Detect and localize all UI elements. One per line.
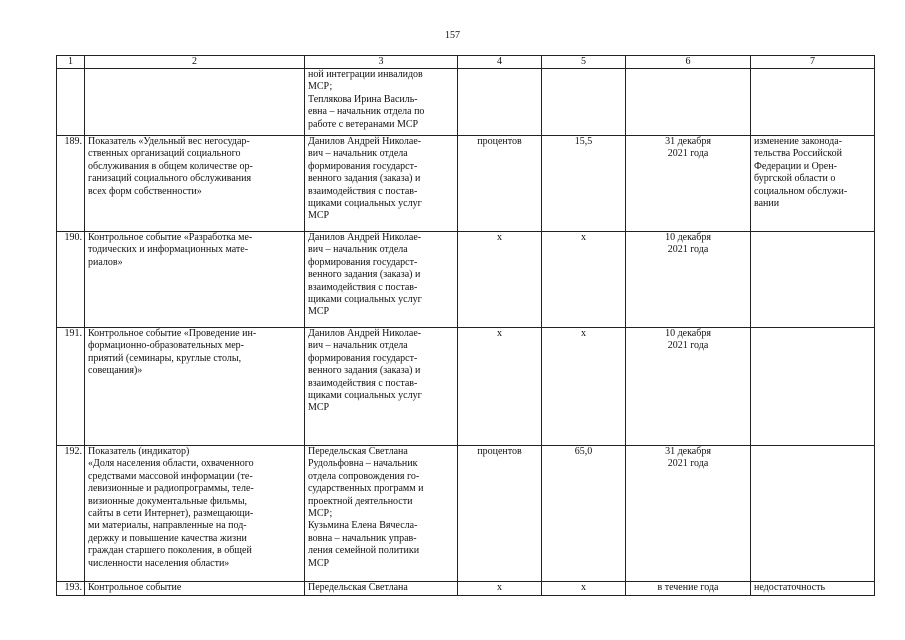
target-value: 15,5 [542,136,626,232]
note-text [751,328,875,446]
table-row [57,446,875,582]
responsible-text [305,328,458,446]
responsible-text-line: МСР [308,402,330,414]
responsible-text-line: МСР [308,210,330,222]
responsible-text-line: МСР [308,306,330,318]
table-row [57,136,875,232]
unit-value: процентов [458,446,542,582]
note-text-line: вании [754,198,780,210]
table-row [57,328,875,446]
target-value [542,69,626,136]
note-text-line: бургской области о [754,173,836,185]
deadline-text-line: 31 декабря [665,446,711,457]
unit-value: х [458,582,542,596]
responsible-text-line: Передельская Светлана [308,582,408,593]
responsible-text [305,232,458,328]
responsible-text-line: вич – начальник отдела [308,148,408,160]
table-row [57,232,875,328]
responsible-text-line: работе с ветеранами МСР [308,118,419,130]
responsible-text-line: венного задания (заказа) и [308,269,421,281]
indicator-text-line: левизионные и радиопрограммы, теле- [88,483,254,495]
indicator-text-line: граждан старшего поколения, в общей [88,545,252,557]
deadline-text-line: 31 декабря [665,136,711,147]
unit-value: процентов [458,136,542,232]
header-col-6: 6 [626,56,751,69]
indicator-text-line: численности населения области» [88,557,230,569]
header-col-1: 1 [57,56,85,69]
responsible-text-line: щиками социальных услуг [308,198,422,210]
indicator-text-line: ганизаций социального обслуживания [88,173,252,185]
program-table [56,55,875,596]
deadline-text [626,232,751,328]
responsible-text-line: венного задания (заказа) и [308,365,421,377]
responsible-text-line: отдела сопровождения го- [308,470,420,482]
deadline-text-line: 10 декабря [665,328,711,339]
responsible-text [305,69,458,136]
indicator-text-line: приятий (семинары, круглые столы, [88,352,242,364]
header-col-4: 4 [458,56,542,69]
indicator-text-line: держку и повышение качества жизни [88,532,247,544]
table-row [57,69,875,136]
deadline-text [626,582,751,596]
responsible-text [305,136,458,232]
responsible-text-line: Кузьмина Елена Вячесла- [308,520,418,532]
note-text [751,136,875,232]
responsible-text [305,446,458,582]
header-col-7: 7 [751,56,875,69]
target-value: х [542,232,626,328]
note-text-line: тельства Российской [754,148,842,160]
header-col-2: 2 [85,56,305,69]
unit-value: х [458,328,542,446]
indicator-text [85,328,305,446]
deadline-text [626,136,751,232]
responsible-text-line: взаимодействия с постав- [308,185,418,197]
responsible-text-line: щиками социальных услуг [308,294,422,306]
deadline-text-line: 2021 года [667,244,709,256]
responsible-text-line: Рудольфовна – начальник [308,458,418,470]
responsible-text-line: сударственных программ и [308,483,424,495]
indicator-text-line: сайты в сети Интернет), размещающи- [88,508,254,520]
deadline-text [626,69,751,136]
header-row [57,56,875,69]
responsible-text-line: ления семейной политики [308,545,420,557]
responsible-text-line: взаимодействия с постав- [308,281,418,293]
indicator-text-line: средствами массовой информации (те- [88,470,253,482]
responsible-text-line: вовна – начальник управ- [308,532,417,544]
responsible-text-line: Данилов Андрей Николае- [308,136,422,147]
note-text [751,69,875,136]
responsible-text-line: Передельская Светлана [308,446,408,457]
responsible-text-line: вич – начальник отдела [308,244,408,256]
indicator-text-line: ми материалы, направленные на под- [88,520,247,532]
responsible-text-line: вич – начальник отдела [308,340,408,352]
note-text-line: изменение законода- [754,136,843,147]
indicator-text [85,232,305,328]
responsible-text-line: Теплякова Ирина Василь- [308,93,418,105]
row-number: 193. [57,582,85,596]
responsible-text-line: МСР; [308,508,333,520]
note-text-line: недостаточность [754,582,826,593]
header-col-5: 5 [542,56,626,69]
header-col-3: 3 [305,56,458,69]
row-number [57,69,85,136]
indicator-text-line: ственных организаций социального [88,148,241,160]
indicator-text-line: визионные документальные фильмы, [88,495,248,507]
note-text [751,446,875,582]
note-text [751,232,875,328]
target-value: 65,0 [542,446,626,582]
responsible-text-line: МСР; [308,81,333,93]
responsible-text-line: ной интеграции инвалидов [308,69,423,80]
indicator-text-line: Контрольное событие «Проведение ин- [88,328,257,339]
deadline-text [626,328,751,446]
responsible-text-line: формирования государст- [308,256,418,268]
responsible-text-line: Данилов Андрей Николае- [308,328,422,339]
indicator-text-line: Показатель (индикатор) [88,446,190,457]
responsible-text-line: проектной деятельности [308,495,413,507]
unit-value: х [458,232,542,328]
indicator-text-line: тодических и информационных мате- [88,244,249,256]
indicator-text-line: формационно-образовательных мер- [88,340,244,352]
row-number: 191. [57,328,85,446]
responsible-text-line: формирования государст- [308,352,418,364]
table-body [57,69,875,596]
responsible-text-line: взаимодействия с постав- [308,377,418,389]
deadline-text [626,446,751,582]
indicator-text-line: «Доля населения области, охваченного [88,458,254,470]
indicator-text [85,69,305,136]
deadline-text-line: в течение года [657,582,719,593]
deadline-text-line: 2021 года [667,458,709,470]
note-text-line: социальном обслужи- [754,185,848,197]
page-number: 157 [445,30,460,41]
row-number: 192. [57,446,85,582]
indicator-text-line: обслуживания в общем количестве ор- [88,160,253,172]
indicator-text [85,446,305,582]
responsible-text [305,582,458,596]
deadline-text-line: 2021 года [667,340,709,352]
responsible-text-line: евна – начальник отдела по [308,106,425,118]
indicator-text-line: Контрольное событие «Разработка ме- [88,232,253,243]
table-row [57,582,875,596]
responsible-text-line: формирования государст- [308,160,418,172]
target-value: х [542,582,626,596]
indicator-text-line: риалов» [88,256,123,268]
indicator-text-line: Контрольное событие [88,582,182,593]
row-number: 190. [57,232,85,328]
indicator-text-line: совещания)» [88,365,143,377]
indicator-text-line: Показатель «Удельный вес негосудар- [88,136,250,147]
responsible-text-line: щиками социальных услуг [308,390,422,402]
unit-value [458,69,542,136]
indicator-text [85,582,305,596]
indicator-text [85,136,305,232]
note-text-line: Федерации и Орен- [754,160,837,172]
responsible-text-line: Данилов Андрей Николае- [308,232,422,243]
responsible-text-line: венного задания (заказа) и [308,173,421,185]
deadline-text-line: 10 декабря [665,232,711,243]
deadline-text-line: 2021 года [667,148,709,160]
responsible-text-line: МСР [308,557,330,569]
indicator-text-line: всех форм собственности» [88,185,202,197]
row-number: 189. [57,136,85,232]
target-value: х [542,328,626,446]
note-text [751,582,875,596]
